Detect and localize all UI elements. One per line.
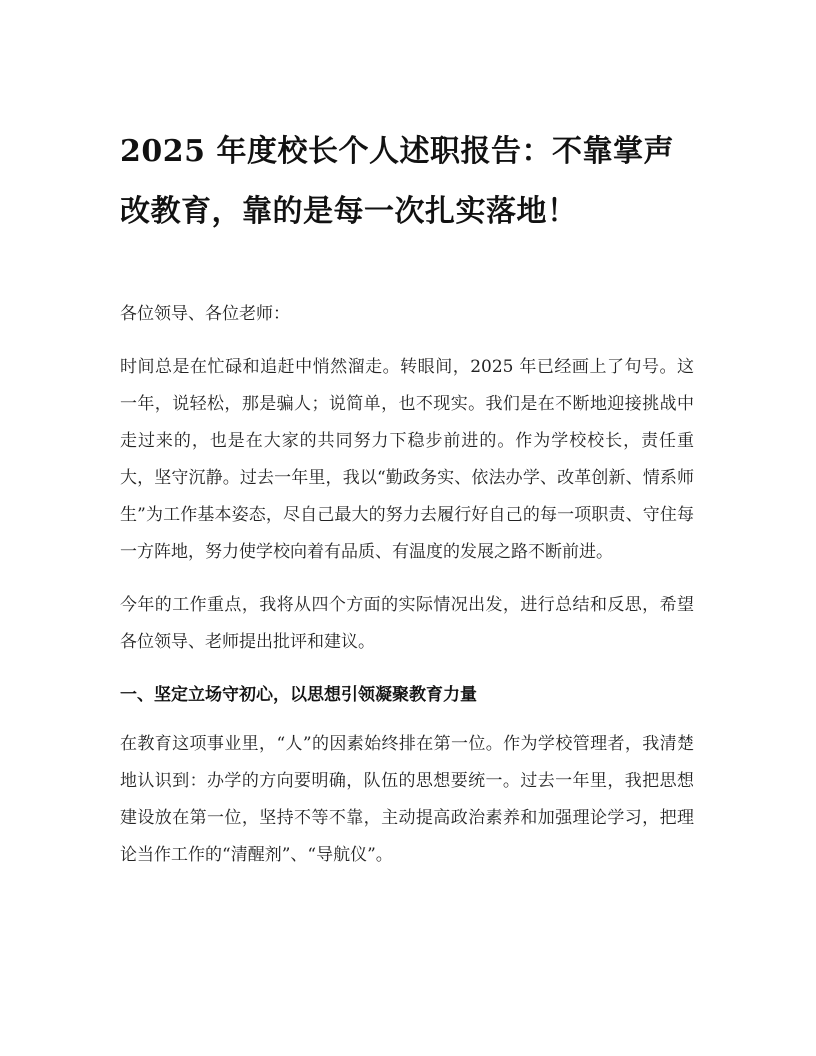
salutation: 各位领导、各位老师： [120,304,290,324]
intro-paragraph: 时间总是在忙碌和追赶中悄然溜走。转眼间，2025 年已经画上了句号。这一年，说轻松，那是骗人；说简单，也不现实。我们是在不断地迎接挑战中走过来的，也是在大家的共同努力下稳步前进的。作为学校校长，责任重大，坚守沉静。过去一年里，我以“勤政务实、依法办学、改革创新、情系师生”为工作基本姿态，尽自己最大的努力去履行好自己的每一项职责、守住每一方阵地，努力使学校向着有品质、有温度的发展之路不断前进。 [120,357,694,562]
document-body [120,296,694,890]
section-heading-1: 一、坚定立场守初心，以思想引领凝聚教育力量 [120,685,477,705]
document-title: 2025 年度校长个人述职报告：不靠掌声改教育，靠的是每一次扎实落地！ [120,134,674,229]
section-1-paragraph: 在教育这项事业里，“人”的因素始终排在第一位。作为学校管理者，我清楚地认识到：办学的方向要明确，队伍的思想要统一。过去一年里，我把思想建设放在第一位，坚持不等不靠，主动提高政治素养和加强理论学习，把理论当作工作的“清醒剂”、“导航仪”。 [120,734,694,865]
focus-paragraph: 今年的工作重点，我将从四个方面的实际情况出发，进行总结和反思，希望各位领导、老师提出批评和建议。 [120,595,694,652]
